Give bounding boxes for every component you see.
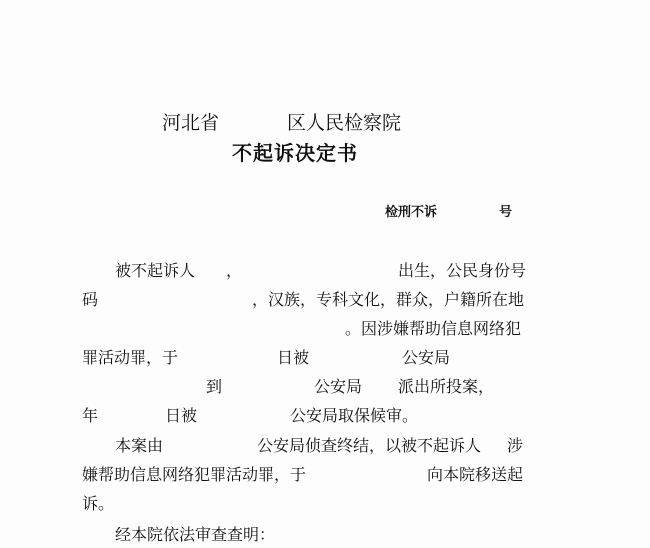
p1-line6-b: 日被 [165,406,198,425]
office-prefix: 河北省 [162,112,220,134]
procuratorate-name [162,108,401,135]
p1-line2-a: 码 [82,290,99,309]
document-number [385,201,512,220]
p1-line2-b: ，汉族，专科文化，群众，户籍所在地 [252,290,525,309]
p1-line1-c: 出生，公民身份号 [398,261,527,280]
p1-line5-b: 公安局 [314,377,363,396]
p1-line4-a: 罪活动罪，于 [82,348,179,367]
p3-line1-a: 经本院依法审查查明： [115,525,276,544]
p2-line1-b: 公安局侦查终结，以被不起诉人 [257,436,482,455]
docno-prefix: 检刑不诉 [385,205,438,220]
p2-line1-c: 涉 [507,436,524,455]
p1-line6-a: 年 [82,406,99,425]
p1-line4-c: 公安局 [402,348,451,367]
p1-line5-a: 到 [206,377,223,396]
p1-line1-a: 被不起诉人 [115,261,196,280]
p2-line3-a: 诉。 [82,494,115,513]
p2-line1-a: 本案由 [115,436,164,455]
docno-suffix: 号 [499,205,513,220]
document-title: 不起诉决定书 [232,141,358,165]
p1-line6-c: 公安局取保候审。 [290,406,419,425]
p1-line4-b: 日被 [277,348,310,367]
p1-line1-b: ， [226,261,243,280]
p2-line2-a: 嫌帮助信息网络犯罪活动罪，于 [82,465,307,484]
office-suffix: 区人民检察院 [287,112,402,134]
p1-line3-a: 。因涉嫌帮助信息网络犯 [345,319,522,338]
p1-line5-c: 派出所投案， [398,377,495,396]
p2-line2-b: 向本院移送起 [427,465,524,484]
